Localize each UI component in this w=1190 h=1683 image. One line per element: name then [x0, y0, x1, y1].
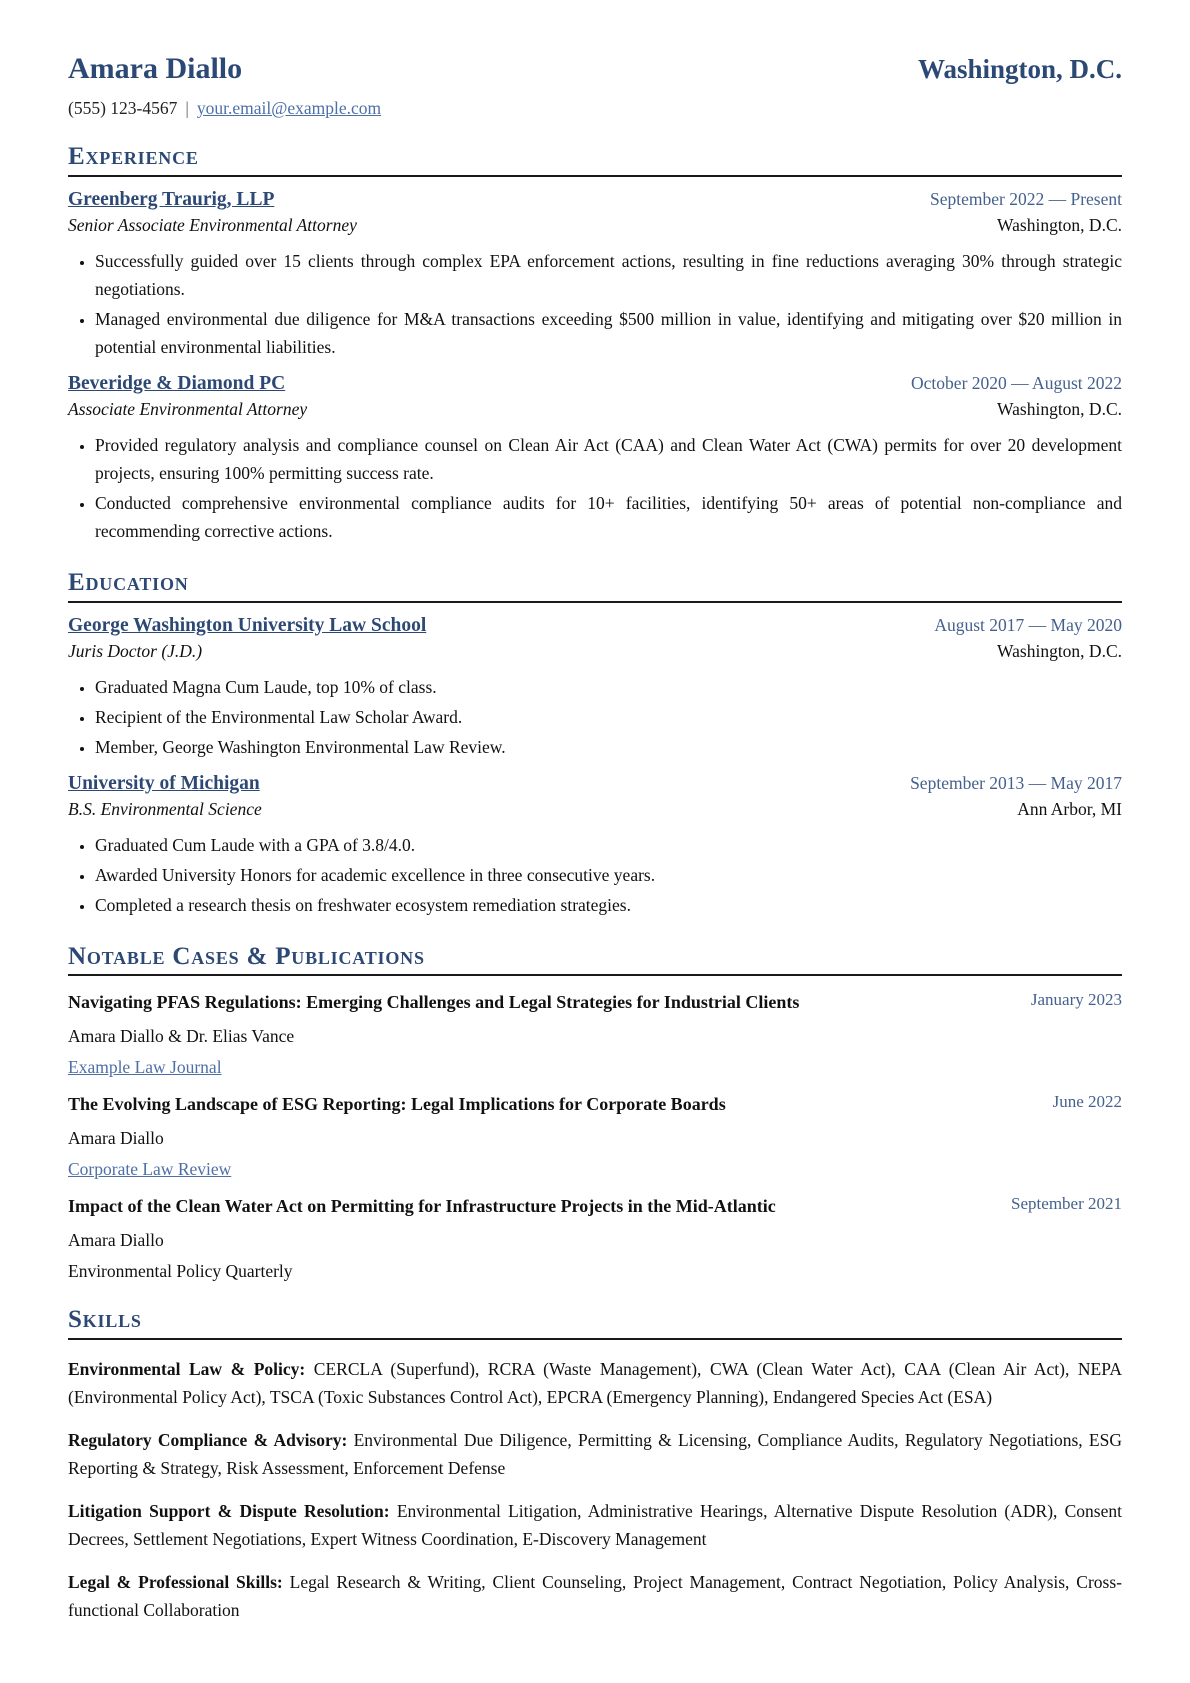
education-entry — [68, 773, 1122, 919]
degree-name: B.S. Environmental Science — [68, 798, 262, 819]
header-location: Washington, D.C. — [917, 54, 1122, 84]
phone-number: (555) 123-4567 — [68, 98, 178, 118]
school-location: Washington, D.C. — [997, 640, 1122, 661]
degree-name: Juris Doctor (J.D.) — [68, 640, 203, 661]
school-location: Ann Arbor, MI — [1017, 798, 1122, 819]
email-link[interactable]: your.email@example.com — [196, 98, 382, 118]
skill-group-label: Regulatory Compliance & Advisory: — [68, 1430, 348, 1450]
experience-bullets — [68, 247, 1122, 361]
section-title-publications: Notable Cases & Publications — [68, 943, 1122, 977]
education-entry — [68, 615, 1122, 761]
skill-group-label: Environmental Law & Policy: — [68, 1359, 306, 1379]
employment-dates: September 2022 — Present — [930, 188, 1122, 209]
publication-entry — [68, 1193, 1122, 1282]
employment-dates: October 2020 — August 2022 — [911, 372, 1122, 393]
education-bullets — [68, 673, 1122, 761]
publication-title: Impact of the Clean Water Act on Permitting for Infrastructure Projects in the Mid-Atlantic — [68, 1196, 776, 1217]
section-title-education: Education — [68, 569, 1122, 603]
skill-group-items: Environmental Due Diligence, Permitting & Licensing, Compliance Audits, Regulatory Negotiations, ESG Reporting & Strategy, Risk Assessment, Enforcement Defense — [68, 1430, 1122, 1478]
skill-group — [68, 1568, 1122, 1624]
publication-venue: Environmental Policy Quarterly — [68, 1261, 293, 1282]
skill-group — [68, 1426, 1122, 1482]
company-name[interactable]: Greenberg Traurig, LLP — [68, 188, 275, 210]
publication-entry — [68, 989, 1122, 1078]
skill-group-items: Legal Research & Writing, Client Counseling, Project Management, Contract Negotiation, Policy Analysis, Cross-functional Collaboration — [68, 1572, 1122, 1620]
section-publications — [68, 943, 1122, 1283]
bullet-item: • Recipient of the Environmental Law Scholar Award. — [95, 703, 1122, 731]
section-experience — [68, 143, 1122, 545]
publication-authors: Amara Diallo — [68, 1230, 164, 1251]
person-name: Amara Diallo — [68, 52, 243, 85]
job-location: Washington, D.C. — [997, 214, 1122, 235]
skill-group — [68, 1497, 1122, 1553]
job-title: Senior Associate Environmental Attorney — [68, 214, 357, 235]
bullet-item: • Conducted comprehensive environmental compliance audits for 10+ facilities, identifying 50+ areas of potential non-compliance and recommending corrective actions. — [95, 489, 1122, 545]
bullet-item: • Graduated Cum Laude with a GPA of 3.8/4.0. — [95, 831, 1122, 859]
bullet-item: • Member, George Washington Environmental Law Review. — [95, 733, 1122, 761]
section-education — [68, 569, 1122, 919]
bullet-item: • Completed a research thesis on freshwater ecosystem remediation strategies. — [95, 891, 1122, 919]
education-bullets — [68, 831, 1122, 919]
bullet-item: • Graduated Magna Cum Laude, top 10% of class. — [95, 673, 1122, 701]
skill-group — [68, 1355, 1122, 1411]
section-title-skills: Skills — [68, 1306, 1122, 1340]
contact-row — [68, 98, 1122, 119]
experience-bullets — [68, 431, 1122, 545]
publication-venue-link[interactable]: Corporate Law Review — [68, 1159, 232, 1180]
skill-group-items: CERCLA (Superfund), RCRA (Waste Management), CWA (Clean Water Act), CAA (Clean Air Act), NEPA (Environmental Policy Act), TSCA (Toxic Substances Control Act), EPCRA (Emergency Planning), Endangered Species Act (ESA) — [68, 1359, 1122, 1407]
school-name[interactable]: George Washington University Law School — [68, 614, 427, 636]
publication-authors: Amara Diallo — [68, 1128, 164, 1149]
skill-group-label: Litigation Support & Dispute Resolution: — [68, 1501, 390, 1521]
company-name[interactable]: Beveridge & Diamond PC — [68, 372, 286, 394]
skill-group-items: Environmental Litigation, Administrative Hearings, Alternative Dispute Resolution (ADR), Consent Decrees, Settlement Negotiations, Expert Witness Coordination, E-Discovery Management — [68, 1501, 1122, 1549]
job-title: Associate Environmental Attorney — [68, 398, 308, 419]
experience-entry — [68, 189, 1122, 361]
publication-date: June 2022 — [1052, 1092, 1122, 1112]
bullet-item: • Provided regulatory analysis and compliance counsel on Clean Air Act (CAA) and Clean Water Act (CWA) permits for over 20 development projects, ensuring 100% permitting success rate. — [95, 431, 1122, 487]
education-dates: September 2013 — May 2017 — [910, 772, 1122, 793]
section-skills — [68, 1306, 1122, 1624]
publication-entry — [68, 1091, 1122, 1180]
publication-venue-link[interactable]: Example Law Journal — [68, 1057, 222, 1078]
section-title-experience: Experience — [68, 143, 1122, 177]
publication-date: January 2023 — [1030, 990, 1122, 1010]
experience-entry — [68, 373, 1122, 545]
bullet-item: • Successfully guided over 15 clients through complex EPA enforcement actions, resulting in fine reductions averaging 30% through strategic negotiations. — [95, 247, 1122, 303]
skill-group-label: Legal & Professional Skills: — [68, 1572, 283, 1592]
publication-authors: Amara Diallo & Dr. Elias Vance — [68, 1026, 295, 1047]
bullet-item: • Awarded University Honors for academic excellence in three consecutive years. — [95, 861, 1122, 889]
publication-title: The Evolving Landscape of ESG Reporting: Legal Implications for Corporate Boards — [68, 1094, 726, 1115]
school-name[interactable]: University of Michigan — [68, 772, 260, 794]
publication-date: September 2021 — [1011, 1194, 1122, 1214]
header — [68, 52, 1122, 86]
job-location: Washington, D.C. — [997, 398, 1122, 419]
education-dates: August 2017 — May 2020 — [934, 614, 1122, 635]
bullet-item: • Managed environmental due diligence for M&A transactions exceeding $500 million in value, identifying and mitigating over $20 million in potential environmental liabilities. — [95, 305, 1122, 361]
contact-separator: | — [185, 98, 189, 118]
publication-title: Navigating PFAS Regulations: Emerging Challenges and Legal Strategies for Industrial Clients — [68, 992, 800, 1013]
